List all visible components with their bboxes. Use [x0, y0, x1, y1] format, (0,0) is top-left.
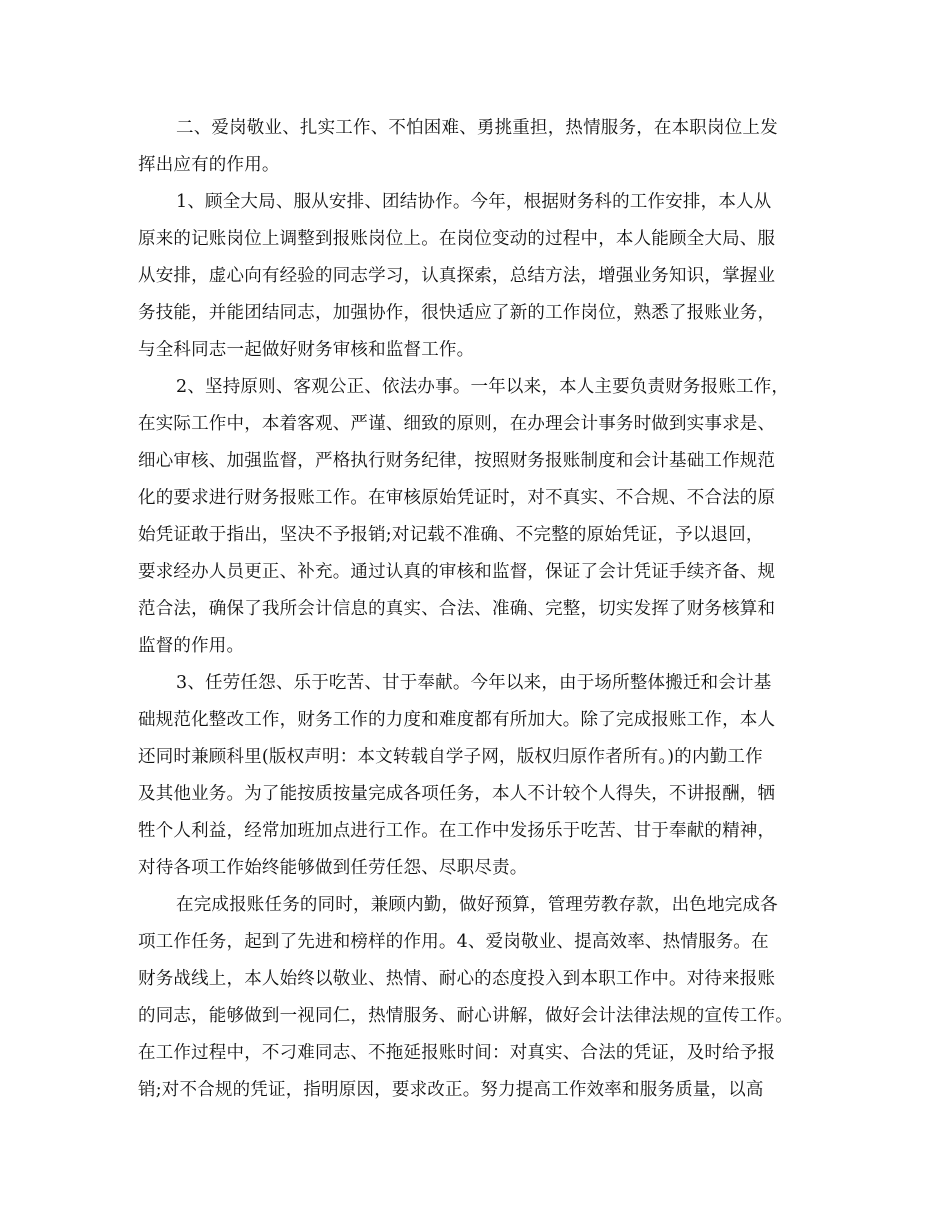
paragraph-line: 及其他业务。为了能按质按量完成各项任务，本人不计较个人得失，不讲报酬，牺 — [138, 784, 776, 804]
paragraph-line: 原来的记账岗位上调整到报账岗位上。在岗位变动的过程中，本人能顾全大局、服 — [138, 229, 776, 249]
paragraph-line: 要求经办人员更正、补充。通过认真的审核和监督，保证了会计凭证手续齐备、规 — [138, 562, 776, 582]
paragraph-line: 牲个人利益，经常加班加点进行工作。在工作中发扬乐于吃苦、甘于奉献的精神， — [138, 821, 776, 841]
paragraph-line: 挥出应有的作用。 — [138, 155, 280, 175]
paragraph-line: 1、顾全大局、服从安排、团结协作。今年，根据财务科的工作安排，本人从 — [176, 192, 772, 212]
paragraph-line: 在工作过程中，不刁难同志、不拖延报账时间：对真实、合法的凭证，及时给予报 — [138, 1043, 776, 1063]
paragraph-line: 从安排，虚心向有经验的同志学习，认真探索，总结方法，增强业务知识，掌握业 — [138, 266, 776, 286]
paragraph-line: 与全科同志一起做好财务审核和监督工作。 — [138, 340, 475, 360]
paragraph-line: 销;对不合规的凭证，指明原因，要求改正。努力提高工作效率和服务质量，以高 — [138, 1080, 764, 1100]
paragraph-line: 二、爱岗敬业、扎实工作、不怕困难、勇挑重担，热情服务，在本职岗位上发 — [176, 118, 778, 138]
document-body — [138, 110, 828, 1109]
paragraph-line: 监督的作用。 — [138, 636, 245, 656]
paragraph-line: 项工作任务，起到了先进和榜样的作用。4、爱岗敬业、提高效率、热情服务。在 — [138, 932, 769, 952]
paragraph-line: 3、任劳任怨、乐于吃苦、甘于奉献。今年以来，由于场所整体搬迁和会计基 — [176, 673, 772, 693]
paragraph-line: 范合法，确保了我所会计信息的真实、合法、准确、完整，切实发挥了财务核算和 — [138, 599, 776, 619]
paragraph-line: 在完成报账任务的同时，兼顾内勤，做好预算，管理劳教存款，出色地完成各 — [176, 895, 778, 915]
paragraph-line: 细心审核、加强监督，严格执行财务纪律，按照财务报账制度和会计基础工作规范 — [138, 451, 776, 471]
paragraph-line: 的同志，能够做到一视同仁，热情服务、耐心讲解，做好会计法律法规的宣传工作。 — [138, 1006, 793, 1026]
paragraph-line: 财务战线上，本人始终以敬业、热情、耐心的态度投入到本职工作中。对待来报账 — [138, 969, 776, 989]
paragraph-line: 务技能，并能团结同志，加强协作，很快适应了新的工作岗位，熟悉了报账业务， — [138, 303, 776, 323]
paragraph-line: 始凭证敢于指出，坚决不予报销;对记载不准确、不完整的原始凭证，予以退回， — [138, 525, 764, 545]
paragraph-line: 还同时兼顾科里(版权声明：本文转载自学子网，版权归原作者所有。)的内勤工作 — [138, 747, 763, 767]
paragraph-line: 在实际工作中，本着客观、严谨、细致的原则，在办理会计事务时做到实事求是、 — [138, 414, 776, 434]
paragraph-line: 础规范化整改工作，财务工作的力度和难度都有所加大。除了完成报账工作，本人 — [138, 710, 776, 730]
paragraph-line: 化的要求进行财务报账工作。在审核原始凭证时，对不真实、不合规、不合法的原 — [138, 488, 776, 508]
paragraph-line: 对待各项工作始终能够做到任劳任怨、尽职尽责。 — [138, 858, 528, 878]
paragraph-line: 2、坚持原则、客观公正、依法办事。一年以来，本人主要负责财务报账工作， — [176, 377, 790, 397]
